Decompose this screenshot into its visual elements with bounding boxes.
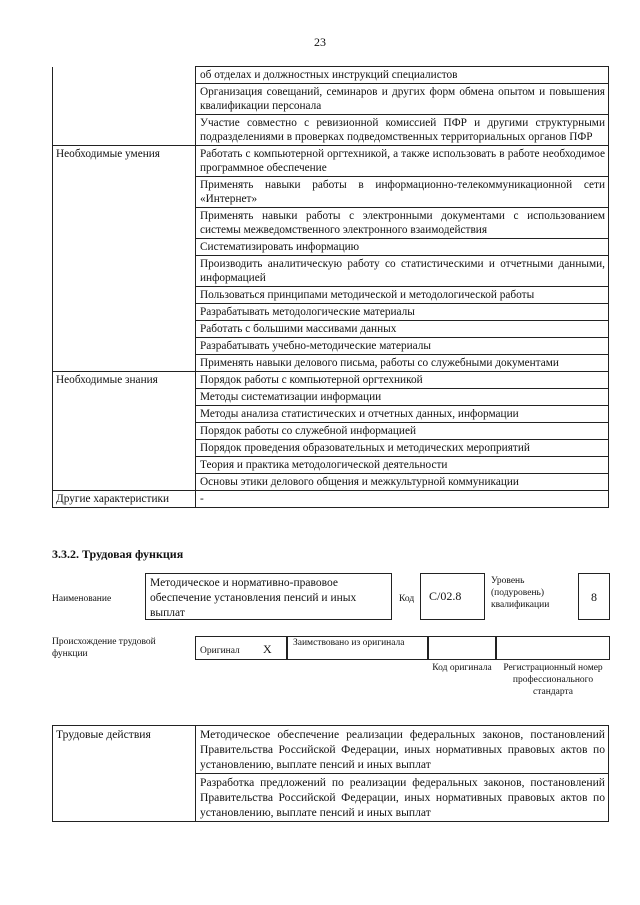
skill-item: Работать с компьютерной оргтехникой, а также использовать в работе необходимое программное обеспечение bbox=[196, 146, 609, 177]
table-row bbox=[53, 146, 609, 177]
knowledge-label: Необходимые знания bbox=[53, 372, 196, 491]
name-label: Наименование bbox=[52, 594, 112, 604]
table-row bbox=[53, 84, 609, 115]
skill-item: Разрабатывать учебно-методические материалы bbox=[196, 338, 609, 355]
knowledge-item: Порядок работы со служебной информацией bbox=[196, 423, 609, 440]
skill-item: Разрабатывать методологические материалы bbox=[196, 304, 609, 321]
code-label: Код bbox=[399, 594, 415, 604]
skill-item: Производить аналитическую работу со статистическими и отчетными данными, информацией bbox=[196, 256, 609, 287]
skills-knowledge-table bbox=[52, 66, 609, 508]
borrowed-label: Заимствовано из оригинала bbox=[293, 638, 405, 648]
registration-number-caption: Регистрационный номер профессионального стандарта bbox=[503, 663, 603, 697]
table-row bbox=[53, 726, 609, 774]
row-label-empty bbox=[53, 67, 196, 84]
level-value: 8 bbox=[578, 573, 610, 620]
registration-number-box bbox=[496, 636, 610, 660]
table-cell: об отделах и должностных инструкций специалистов bbox=[196, 67, 609, 84]
action-item: Методическое обеспечение реализации федеральных законов, постановлений Правительства Российской Федерации, иных нормативных правовых актов по установлению, выплате пенсий и иных выплат bbox=[196, 726, 609, 774]
page-number: 23 bbox=[314, 35, 326, 49]
knowledge-item: Теория и практика методологической деятельности bbox=[196, 457, 609, 474]
original-label: Оригинал bbox=[200, 646, 240, 656]
table-row bbox=[53, 67, 609, 84]
skill-item: Применять навыки работы в информационно-телекоммуникационной сети «Интернет» bbox=[196, 177, 609, 208]
original-code-caption: Код оригинала bbox=[432, 663, 492, 673]
original-code-box bbox=[428, 636, 496, 660]
other-value: - bbox=[196, 491, 609, 508]
skills-label: Необходимые умения bbox=[53, 146, 196, 372]
table-row bbox=[53, 115, 609, 146]
name-value: Методическое и нормативно-правовое обеспечение установления пенсий и иных выплат bbox=[145, 573, 392, 620]
skill-item: Пользоваться принципами методической и методологической работы bbox=[196, 287, 609, 304]
knowledge-item: Методы анализа статистических и отчетных данных, информации bbox=[196, 406, 609, 423]
skill-item: Систематизировать информацию bbox=[196, 239, 609, 256]
table-row bbox=[53, 491, 609, 508]
knowledge-item: Основы этики делового общения и межкультурной коммуникации bbox=[196, 474, 609, 491]
section-title: 3.3.2. Трудовая функция bbox=[52, 547, 184, 561]
skill-item: Работать с большими массивами данных bbox=[196, 321, 609, 338]
actions-label: Трудовые действия bbox=[53, 726, 196, 822]
original-mark: X bbox=[263, 642, 272, 656]
code-value: C/02.8 bbox=[420, 573, 485, 620]
row-label-empty bbox=[53, 84, 196, 115]
table-cell: Организация совещаний, семинаров и других форм обмена опытом и повышения квалификации персонала bbox=[196, 84, 609, 115]
level-label: Уровень (подуровень) квалификации bbox=[491, 576, 550, 610]
skill-item: Применять навыки делового письма, работы со служебными документами bbox=[196, 355, 609, 372]
other-label: Другие характеристики bbox=[53, 491, 196, 508]
skill-item: Применять навыки работы с электронными документами с использованием системы межведомственного электронного взаимодействия bbox=[196, 208, 609, 239]
action-item: Разработка предложений по реализации федеральных законов, постановлений Правительства Российской Федерации, иных нормативных правовых актов по установлению, выплате пенсий и иных выплат bbox=[196, 774, 609, 822]
knowledge-item: Порядок проведения образовательных и методических мероприятий bbox=[196, 440, 609, 457]
labor-actions-table bbox=[52, 725, 609, 822]
knowledge-item: Порядок работы с компьютерной оргтехникой bbox=[196, 372, 609, 389]
row-label-empty bbox=[53, 115, 196, 146]
table-cell: Участие совместно с ревизионной комиссией ПФР и другими структурными подразделениями в проверках подведомственных территориальных органов ПФР bbox=[196, 115, 609, 146]
knowledge-item: Методы систематизации информации bbox=[196, 389, 609, 406]
table-row bbox=[53, 372, 609, 389]
origin-label: Происхождение трудовой функции bbox=[52, 637, 156, 659]
